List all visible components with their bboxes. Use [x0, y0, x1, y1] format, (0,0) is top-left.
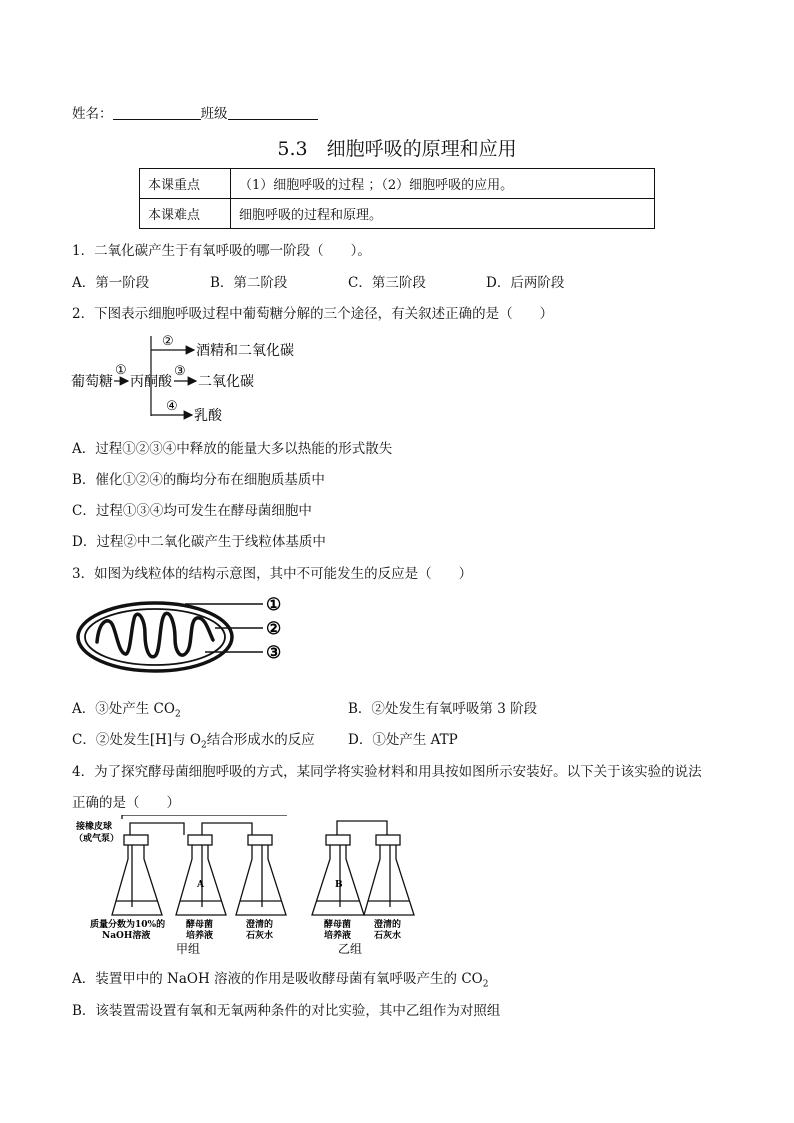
- q2-stem: 2．下图表示细胞呼吸过程中葡萄糖分解的三个途径，有关叙述正确的是（ ）: [72, 306, 554, 322]
- yeast-label-1: 酵母菌: [186, 920, 214, 930]
- q1-option-c[interactable]: C．第三阶段: [348, 275, 426, 291]
- name-blank[interactable]: [113, 105, 201, 120]
- yeast-label-2: 培养液: [186, 931, 214, 941]
- step3-text: ③: [174, 364, 186, 379]
- q2-option-b[interactable]: B．催化①②④的酶均分布在细胞质基质中: [72, 472, 325, 488]
- glucose-pathway-diagram: [68, 330, 328, 425]
- difficulty-content: 细胞呼吸的过程和原理。: [231, 199, 655, 229]
- naoh-label-1: 质量分数为10%的: [90, 920, 166, 930]
- q2-option-c[interactable]: C．过程①③④均可发生在酵母菌细胞中: [72, 503, 312, 519]
- flask-b-mark: B: [335, 880, 343, 890]
- q2-option-a[interactable]: A．过程①②③④中释放的能量大多以热能的形式散失: [72, 441, 393, 457]
- q1-option-a[interactable]: A．第一阶段: [72, 275, 150, 291]
- yeast-b-label-1: 酵母菌: [324, 920, 352, 930]
- lime-b-label-2: 石灰水: [374, 931, 402, 941]
- glucose-text: 葡萄糖: [71, 374, 113, 390]
- class-blank[interactable]: [228, 105, 318, 120]
- q3-option-d[interactable]: D．①处产生 ATP: [348, 732, 458, 748]
- outer-membrane: [78, 603, 232, 671]
- group-a-label: 甲组: [176, 942, 201, 955]
- header-line: [72, 102, 318, 122]
- q4-option-a[interactable]: A．装置甲中的 NaOH 溶液的作用是吸收酵母菌有氧呼吸产生的 $CO_2$: [72, 971, 489, 990]
- naoh-label-2: NaOH溶液: [102, 931, 151, 941]
- difficulty-label: 本课难点: [140, 199, 231, 229]
- lime-b-label-1: 澄清的: [374, 920, 402, 930]
- label-1-text: ①: [266, 595, 282, 615]
- flask-a-mark: A: [197, 880, 204, 890]
- q1-option-d[interactable]: D．后两阶段: [486, 275, 565, 291]
- q1-stem: 1．二氧化碳产生于有氧呼吸的哪一阶段（ ）。: [72, 243, 371, 259]
- mitochondrion-diagram: [75, 590, 295, 690]
- bulb-label-1: 接橡皮球: [76, 822, 113, 832]
- q3-stem: 3．如图为线粒体的结构示意图，其中不可能发生的反应是（ ）: [72, 566, 473, 582]
- q4-stem-line1: 4．为了探究酵母菌细胞呼吸的方式，某同学将实验材料和用具按如图所示安装好。以下关于该实验的说法: [72, 764, 702, 780]
- key-points-table: [139, 168, 655, 229]
- table-row: [140, 169, 655, 199]
- name-label: 姓名：: [72, 106, 113, 122]
- page-title: 5.3 细胞呼吸的原理和应用: [277, 138, 517, 160]
- group-b-label: 乙组: [338, 942, 363, 955]
- class-label: 班级: [200, 106, 228, 122]
- q1-option-b[interactable]: B．第二阶段: [210, 275, 288, 291]
- q3-option-c[interactable]: C．②处发生[H]与 $O_2$结合形成水的反应: [72, 732, 315, 751]
- step1-text: ①: [115, 363, 127, 378]
- lime-label-2: 石灰水: [246, 931, 274, 941]
- bulb-label-2: （或气泵）: [74, 834, 120, 844]
- q2-option-d[interactable]: D．过程②中二氧化碳产生于线粒体基质中: [72, 534, 326, 550]
- output4-text: 乳酸: [194, 408, 222, 424]
- label-3-text: ③: [266, 643, 282, 663]
- step2-text: ②: [162, 334, 174, 349]
- lime-label-1: 澄清的: [246, 920, 274, 930]
- q3-option-b[interactable]: B．②处发生有氧呼吸第 3 阶段: [348, 701, 538, 717]
- q3-option-a[interactable]: A．③处产生 $CO_2$: [72, 701, 181, 720]
- pyruvate-text: 丙酮酸: [130, 374, 172, 390]
- output2-text: 酒精和二氧化碳: [196, 343, 294, 359]
- q4-stem-line2: 正确的是（ ）: [72, 795, 180, 811]
- output3-text: 二氧化碳: [198, 374, 254, 390]
- label-2-text: ②: [266, 619, 282, 639]
- key-label: 本课重点: [140, 169, 231, 199]
- key-content: （1）细胞呼吸的过程 ；（2）细胞呼吸的应用。: [231, 169, 655, 199]
- yeast-experiment-diagram: [72, 815, 432, 955]
- q4-option-b[interactable]: B．该装置需设置有氧和无氧两种条件的对比实验，其中乙组作为对照组: [72, 1003, 501, 1019]
- cristae: [97, 613, 213, 656]
- step4-text: ④: [166, 399, 178, 414]
- table-row: [140, 199, 655, 229]
- yeast-b-label-2: 培养液: [324, 931, 352, 941]
